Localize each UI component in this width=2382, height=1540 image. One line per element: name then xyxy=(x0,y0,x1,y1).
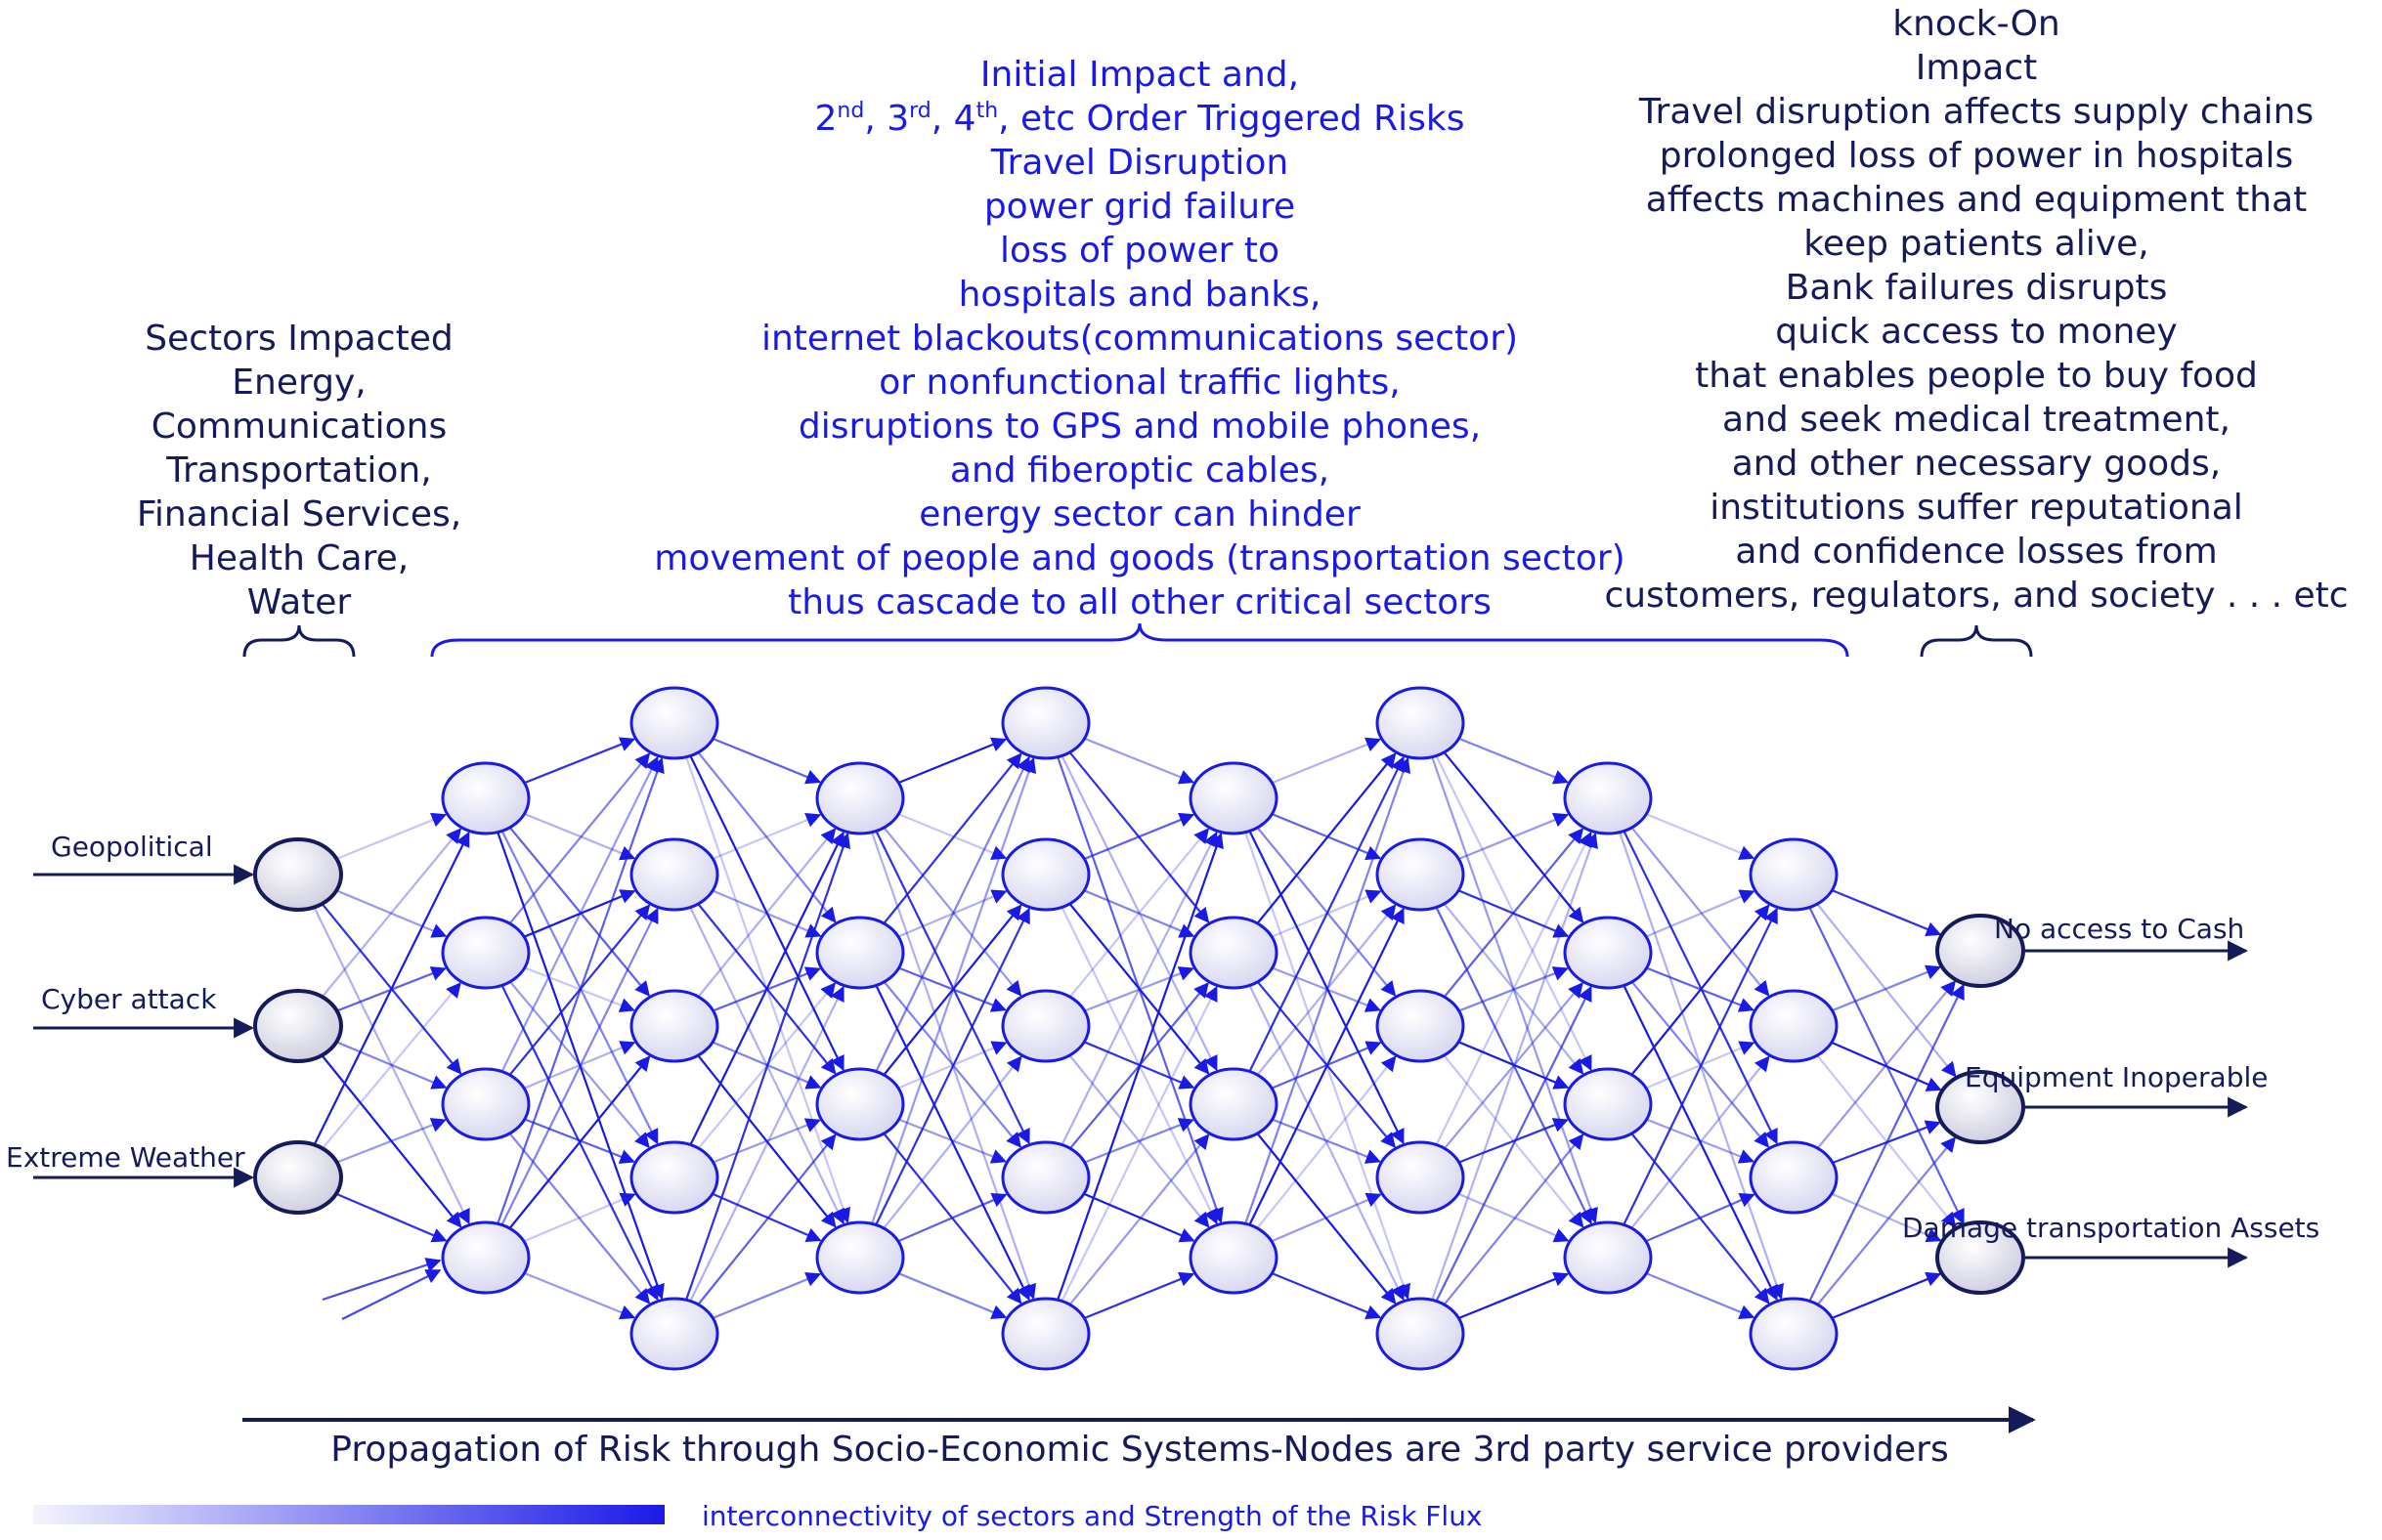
risk-flux-edge xyxy=(1818,981,1956,1148)
left-header-line: Financial Services, xyxy=(136,494,462,535)
right-header xyxy=(1604,4,2348,616)
center-header-line: and fiberoptic cables, xyxy=(949,450,1330,491)
risk-flux-edge xyxy=(713,1274,820,1318)
input-label-geopolitical: Geopolitical xyxy=(51,831,213,863)
center-header-line: hospitals and banks, xyxy=(958,275,1321,315)
service-provider-node xyxy=(1565,1069,1651,1139)
left-header-line: Sectors Impacted xyxy=(145,319,454,359)
left-header-line: Energy, xyxy=(232,363,367,403)
service-provider-node xyxy=(1003,991,1089,1061)
left-header-line: Communications xyxy=(151,406,448,447)
right-header-line: institutions suffer reputational xyxy=(1710,488,2243,528)
service-provider-node xyxy=(1751,991,1837,1061)
risk-flux-edge xyxy=(1273,740,1380,783)
left-header xyxy=(137,319,461,622)
right-header-line: keep patients alive, xyxy=(1803,224,2149,264)
center-header-line: internet blackouts(communications sector) xyxy=(760,319,1519,359)
risk-flux-edge xyxy=(898,814,1006,858)
right-brace xyxy=(1922,625,2031,657)
risk-flux-edge xyxy=(1273,1120,1380,1162)
service-provider-node xyxy=(1377,839,1463,910)
input-node xyxy=(255,1142,341,1213)
risk-flux-edge xyxy=(1272,1273,1379,1317)
right-header-line: that enables people to buy food xyxy=(1695,356,2258,396)
right-header-line: Bank failures disrupts xyxy=(1785,268,2168,308)
service-provider-node xyxy=(817,1222,903,1293)
legend-label: interconnectivity of sectors and Strength of the Risk Flux xyxy=(702,1500,1483,1532)
center-header-line: Initial Impact and, xyxy=(979,55,1300,95)
risk-flux-edges xyxy=(314,739,1963,1319)
service-provider-node xyxy=(1003,1142,1089,1213)
risk-flux-edge xyxy=(1084,1274,1192,1318)
center-header-line: movement of people and goods (transportation sector) xyxy=(654,538,1625,578)
risk-flux-edge xyxy=(524,1273,633,1317)
center-header-order-line: 2nd, 3rd, 4th, etc Order Triggered Risks xyxy=(814,99,1465,139)
input-node xyxy=(255,991,341,1061)
risk-flux-edge xyxy=(713,1194,820,1241)
risk-flux-edge xyxy=(1458,1274,1567,1318)
service-provider-node xyxy=(1191,1222,1277,1293)
risk-flux-edge xyxy=(898,1273,1006,1317)
risk-flux-edge xyxy=(1647,1120,1754,1162)
right-header-line: Travel disruption affects supply chains xyxy=(1638,92,2315,132)
risk-flux-edge xyxy=(1646,814,1754,858)
right-header-line: quick access to money xyxy=(1775,312,2178,352)
risk-flux-edge xyxy=(1817,1055,1955,1226)
service-provider-node xyxy=(1191,763,1277,834)
service-provider-node xyxy=(1377,688,1463,758)
risk-flux-edge xyxy=(510,753,650,923)
service-provider-node xyxy=(631,991,717,1061)
service-provider-node xyxy=(817,918,903,988)
service-provider-node xyxy=(1751,1142,1837,1213)
right-header-line: and other necessary goods, xyxy=(1731,444,2222,484)
output-label-no-access-to-cash: No access to Cash xyxy=(1994,913,2245,945)
service-provider-node xyxy=(1565,918,1651,988)
service-provider-node xyxy=(817,763,903,834)
risk-flux-edge xyxy=(1646,891,1754,936)
right-header-line: and confidence losses from xyxy=(1735,532,2218,572)
service-provider-node xyxy=(443,1222,529,1293)
service-provider-node xyxy=(443,763,529,834)
left-brace xyxy=(244,625,354,657)
risk-flux-edge xyxy=(686,834,847,1301)
right-header-line: affects machines and equipment that xyxy=(1645,180,2308,220)
service-provider-node xyxy=(1751,839,1837,910)
inputs xyxy=(6,831,252,1177)
service-provider-node xyxy=(631,1142,717,1213)
right-header-line: customers, regulators, and society . . . etc xyxy=(1604,576,2349,616)
service-provider-node xyxy=(1751,1299,1837,1369)
risk-flux-edge xyxy=(498,759,662,1224)
service-provider-node xyxy=(631,688,717,758)
service-provider-node xyxy=(1565,763,1651,834)
center-header-line: energy sector can hinder xyxy=(919,494,1361,535)
risk-flux-edge xyxy=(1058,834,1221,1301)
risk-flux-edge xyxy=(1432,834,1595,1301)
right-header-line: Impact xyxy=(1915,48,2038,88)
left-header-line: Health Care, xyxy=(189,538,410,578)
service-provider-node xyxy=(443,918,529,988)
risk-flux-edge xyxy=(872,759,1033,1224)
left-header-line: Transportation, xyxy=(166,450,432,491)
risk-flux-edge xyxy=(713,739,819,782)
service-provider-node xyxy=(1377,1142,1463,1213)
service-provider-node xyxy=(631,839,717,910)
risk-flux-edge xyxy=(336,1194,446,1241)
risk-flux-edge xyxy=(1646,1273,1754,1317)
service-provider-node xyxy=(1565,1222,1651,1293)
service-provider-node xyxy=(1191,918,1277,988)
risk-flux-edge xyxy=(525,1119,634,1161)
service-provider-node xyxy=(1377,991,1463,1061)
risk-flux-edge xyxy=(1084,1194,1193,1241)
risk-flux-edge xyxy=(525,740,634,784)
service-provider-node xyxy=(443,1069,529,1139)
center-header-line: disruptions to GPS and mobile phones, xyxy=(798,406,1482,447)
input-label-extreme-weather: Extreme Weather xyxy=(6,1141,245,1174)
service-provider-node xyxy=(1377,1299,1463,1369)
risk-flux-edge xyxy=(1832,1274,1939,1318)
risk-flux-edge xyxy=(336,815,445,859)
center-header xyxy=(654,55,1624,622)
risk-flux-gradient-bar xyxy=(33,1505,665,1524)
right-header-line: knock-On xyxy=(1892,4,2060,44)
risk-flux-edge xyxy=(1085,739,1193,783)
center-header-line: thus cascade to all other critical sectors xyxy=(788,582,1492,622)
center-header-line: power grid failure xyxy=(983,187,1296,227)
service-provider-node xyxy=(631,1299,717,1369)
risk-flux-edge xyxy=(1458,1194,1568,1241)
input-node xyxy=(255,839,341,910)
output-label-equipment-inoperable: Equipment Inoperable xyxy=(1965,1061,2269,1093)
risk-flux-edge xyxy=(898,740,1005,783)
service-provider-node xyxy=(1003,688,1089,758)
risk-flux-edge xyxy=(1631,906,1768,1075)
center-brace xyxy=(432,623,1847,657)
input-label-cyber-attack: Cyber attack xyxy=(41,983,217,1015)
output-label-damage-transportation-assets: Damage transportation Assets xyxy=(1902,1212,2320,1244)
service-provider-node xyxy=(1191,1069,1277,1139)
center-header-line: Travel Disruption xyxy=(990,143,1289,183)
center-header-line: loss of power to xyxy=(1000,231,1279,271)
risk-flux-edge xyxy=(1832,890,1939,934)
center-header-line: or nonfunctional traffic lights, xyxy=(879,363,1401,403)
propagation-label: Propagation of Risk through Socio-Economic Systems-Nodes are 3rd party service providers xyxy=(330,1430,1949,1470)
risk-flux-edge xyxy=(1817,904,1955,1076)
right-header-line: and seek medical treatment, xyxy=(1722,400,2230,440)
risk-flux-edge xyxy=(1245,759,1408,1224)
service-provider-node xyxy=(1003,839,1089,910)
risk-flux-edge xyxy=(1459,739,1568,783)
service-provider-node xyxy=(1003,1299,1089,1369)
right-header-line: prolonged loss of power in hospitals xyxy=(1659,136,2294,176)
risk-flux-edge xyxy=(899,1120,1006,1162)
service-provider-node xyxy=(817,1069,903,1139)
left-header-line: Water xyxy=(246,582,352,622)
network-nodes xyxy=(255,688,2023,1369)
